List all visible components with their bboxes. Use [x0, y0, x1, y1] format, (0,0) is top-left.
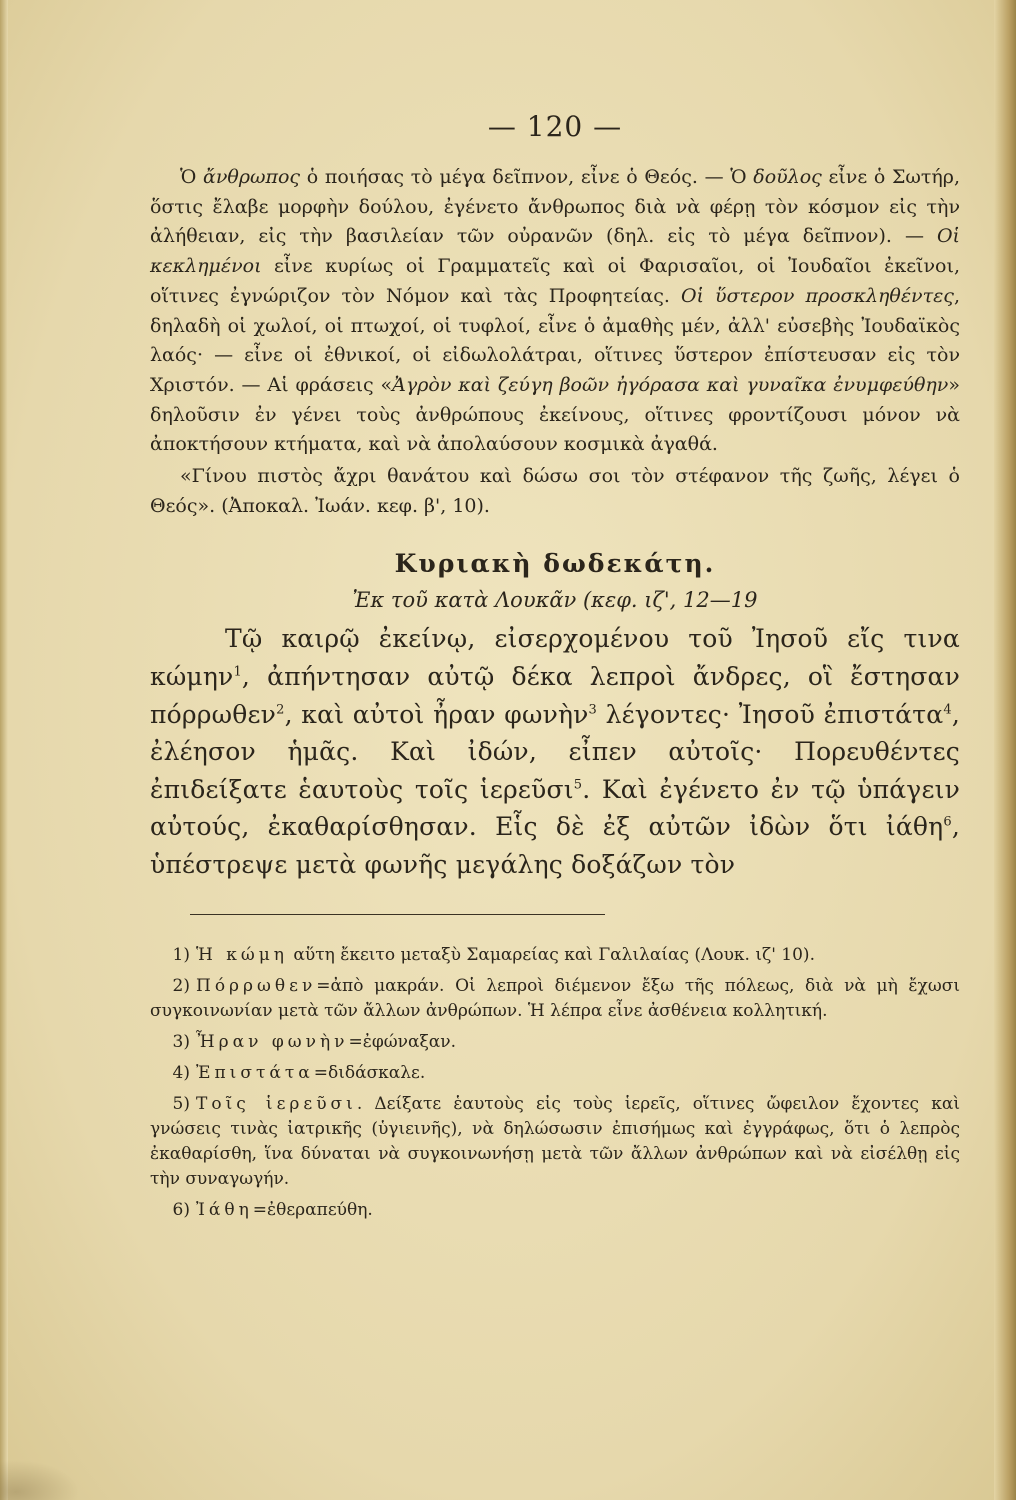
gospel-segment: , ἀπήντησαν αὐτῷ δέκα λεπροὶ ἄνδρες, οἳ ἔστησαν πόρρωθεν — [150, 662, 960, 729]
footnote-reference: 4 — [943, 702, 952, 718]
footnote-reference: 1 — [233, 664, 242, 680]
footnote-reference: 5 — [573, 777, 583, 793]
intro-italic-run: Οἱ ὕστερον προσκληθέντες — [680, 284, 954, 307]
footnote — [150, 1061, 960, 1086]
footnote — [150, 943, 960, 968]
footnote-mark: 4) — [172, 1062, 190, 1083]
page-number: — 120 — — [487, 110, 623, 143]
footnote-mark: 2) — [172, 975, 190, 996]
footnote-mark: 3) — [172, 1031, 190, 1052]
footnote-term: Τοῖς ἱερεῦσι — [196, 1093, 357, 1114]
footnote-term: Ἐπιστάτα — [196, 1062, 314, 1083]
intro-text-run: ὁ ποιήσας τὸ μέγα δεῖπνον, εἶνε ὁ Θεός. — Ὁ — [300, 166, 754, 188]
gospel-segment: , καὶ αὐτοὶ ἦραν φωνὴν — [284, 699, 589, 729]
footnote-text: =ἐφώναξαν. — [348, 1031, 457, 1052]
footnote-term: Ἰάθη — [196, 1199, 253, 1220]
gospel-segment: , ἐλέησον ἡμᾶς. Καὶ ἰδών, εἶπεν αὐτοῖς· Πορευθέντες ἐπιδείξατε ἑαυτοὺς τοῖς ἱερεῦσι — [150, 699, 960, 804]
footnote-reference: 3 — [588, 702, 598, 718]
footnote-text: =ἐθεραπεύθη. — [252, 1199, 373, 1220]
gospel-segment: λέγοντες· Ἰησοῦ ἐπιστάτα — [597, 699, 944, 729]
intro-italic-run: δοῦλος — [753, 166, 822, 188]
page-right-edge — [994, 0, 1016, 1500]
footnote — [150, 1198, 960, 1223]
section-title: Κυριακὴ δωδεκάτη. — [394, 549, 716, 579]
footnote-mark: 5) — [172, 1093, 190, 1114]
footnote-term: Πόρρωθεν — [196, 975, 317, 996]
footnote-text: αὕτη ἔκειτο μεταξὺ Σαμαρείας καὶ Γαλιλαίας (Λουκ. ιζ' 10). — [288, 944, 815, 965]
intro-italic-run: ἄνθρωπος — [203, 166, 301, 188]
footnote — [150, 1092, 960, 1192]
page-content — [150, 110, 960, 1229]
intro-italic-run: Ἀγρὸν καὶ ζεύγη βοῶν ἠγόρασα καὶ γυναῖκα ἐνυμφεύθην — [392, 373, 949, 396]
intro-text-run: , δηλαδὴ οἱ χωλοί, οἱ πτωχοί, οἱ τυφλοί, εἶνε ὁ ἀμαθὴς μέν, ἀλλ' εὐσεβὴς Ἰουδαϊκὸς λαός· — εἶνε οἱ ἐθνικοί, οἱ εἰδωλολάτραι, οἵτινες ὕστερον ἐπίστευσαν εἰς τὸν Χριστόν. — Αἱ φράσεις « — [150, 284, 960, 396]
footnote-reference: 6 — [943, 815, 952, 831]
page-stain — [0, 1460, 80, 1500]
gospel-segment: , ὑπέστρεψε μετὰ φωνῆς μεγάλης δοξάζων τὸν — [150, 812, 960, 879]
footnote — [150, 974, 960, 1024]
intro-text-run: εἶνε ὁ Σωτήρ, ὅστις ἔλαβε μορφὴν δούλου, ἐγένετο ἄνθρωπος διὰ νὰ φέρῃ τὸν κόσμον εἰς τὴν ἀλήθειαν, εἰς τὴν βασιλείαν τῶν οὐρανῶν (δηλ. εἰς τὸ μέγα δεῖπνον). — — [150, 166, 961, 248]
gospel-segment: Τῷ καιρῷ ἐκείνῳ, εἰσερχομένου τοῦ Ἰησοῦ εἴς τινα κώμην — [150, 624, 960, 692]
footnote-mark: 6) — [172, 1199, 190, 1220]
intro-text-run: εἶνε κυρίως οἱ Γραμματεῖς καὶ οἱ Φαρισαῖοι, οἱ Ἰουδαῖοι ἐκεῖνοι, οἵτινες ἐγνώριζον τὸν Νόμον καὶ τὰς Προφητείας. — [150, 255, 960, 307]
footnote-term: Ἦραν φωνὴν — [196, 1031, 349, 1052]
footnote-text: . Δείξατε ἑαυτοὺς εἰς τοὺς ἱερεῖς, οἵτινες ὤφειλον ἔχοντες καὶ γνώσεις τινὰς ἰατρικῆς (ὑγιεινῆς), νὰ δηλώσωσιν ἐπισήμως καὶ ἐγγράφως, ὅτι ὁ λεπρὸς ἐκαθαρίσθη, ἵνα δύναται νὰ συγκοινωνήσῃ μετὰ τῶν ἄλλων ἀνθρώπων καὶ νὰ εἰσέλθῃ εἰς τὴν συναγωγήν. — [150, 1093, 961, 1189]
footnote-term: Ἡ κώμη — [196, 944, 288, 965]
footnote-text: =διδάσκαλε. — [313, 1062, 426, 1083]
intro-italic-run: Οἱ κεκλημένοι — [150, 225, 960, 278]
intro-text-run: Ὁ — [180, 166, 204, 188]
gospel-text — [150, 620, 960, 883]
footnotes — [150, 943, 960, 1223]
footnote-divider — [190, 914, 605, 915]
gospel-segment: . Καὶ ἐγένετο ἐν τῷ ὑπάγειν αὐτούς, ἐκαθαρίσθησαν. Εἷς δὲ ἐξ αὐτῶν ἰδὼν ὅτι ἰάθη — [150, 774, 961, 842]
footnote — [150, 1030, 960, 1055]
footnote-reference: 2 — [276, 702, 285, 718]
section-subtitle: Ἐκ τοῦ κατὰ Λουκᾶν (κεφ. ιζ', 12—19 — [352, 588, 758, 613]
page-left-edge — [0, 0, 8, 1500]
footnote-mark: 1) — [172, 944, 190, 965]
footnote-text: =ἀπὸ μακράν. Οἱ λεπροὶ διέμενον ἔξω τῆς πόλεως, διὰ νὰ μὴ ἔχωσι συγκοινωνίαν μετὰ τῶν ἄλλων ἀνθρώπων. Ἡ λέπρα εἶνε ἀσθένεια κολλητική. — [150, 975, 960, 1021]
intro-paragraph-1 — [150, 163, 960, 460]
intro-paragraph-2: «Γίνου πιστὸς ἄχρι θανάτου καὶ δώσω σοι τὸν στέφανον τῆς ζωῆς, λέγει ὁ Θεός». (Ἀποκαλ. Ἰωάν. κεφ. β', 10). — [150, 465, 960, 517]
intro-text-run: » δηλοῦσιν ἐν γένει τοὺς ἀνθρώπους ἐκείνους, οἵτινες φροντίζουσι μόνον νὰ ἀποκτήσουν κτήματα, καὶ νὰ ἀπολαύσουν κοσμικὰ ἀγαθά. — [150, 373, 960, 456]
